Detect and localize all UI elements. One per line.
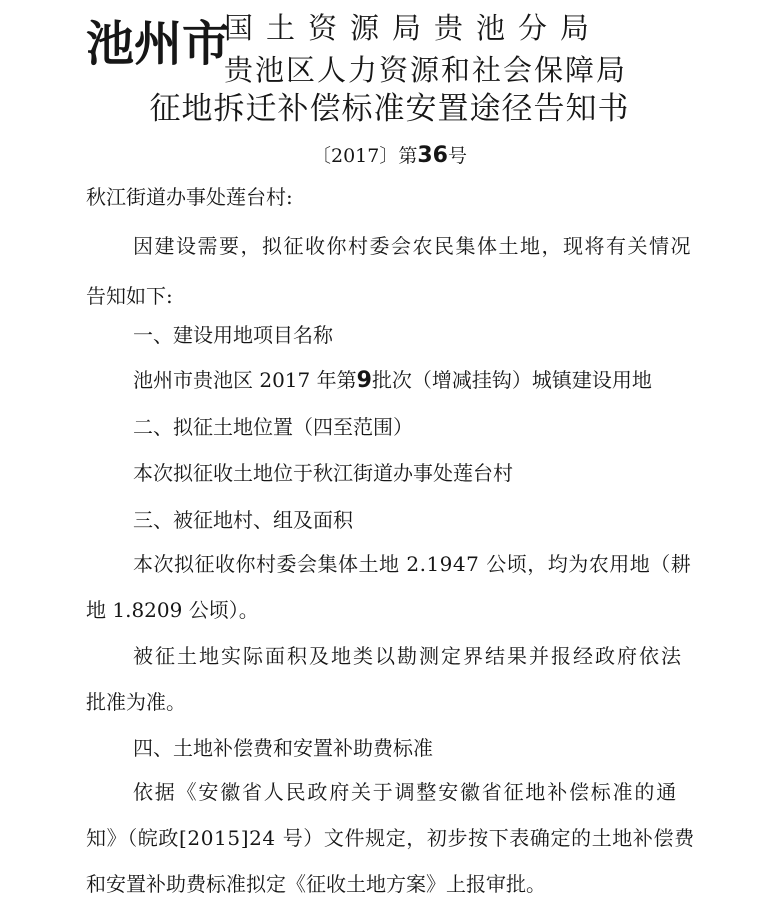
intro-line-1: 因建设需要，拟征收你村委会农民集体土地，现将有关情况 <box>133 234 692 258</box>
header-org-line2: 贵池区人力资源和社会保障局 <box>224 53 628 87</box>
header-city: 池州市 <box>86 16 231 72</box>
section4-line-1: 依据《安徽省人民政府关于调整安徽省征地补偿标准的通 <box>133 780 678 804</box>
section4-line-3: 和安置补助费标准拟定《征收土地方案》上报审批。 <box>86 872 546 896</box>
section4-line-2: 知》（皖政[2015]24 号）文件规定，初步按下表确定的土地补偿费 <box>86 826 695 850</box>
header-org-line1: 国土资源局贵池分局 <box>224 11 603 45</box>
section3-note-1: 被征土地实际面积及地类以勘测定界结果并报经政府依法 <box>133 644 683 668</box>
intro-line-2: 告知如下: <box>86 284 173 308</box>
section1-text <box>133 366 652 395</box>
section4-heading: 四、土地补偿费和安置补助费标准 <box>133 736 433 760</box>
document-number-suffix: 号 <box>447 145 467 167</box>
section2-heading: 二、拟征土地位置（四至范围） <box>133 415 413 439</box>
document-number-value: 36 <box>417 143 448 168</box>
document-number <box>0 143 779 169</box>
section1-text-post: 批次（增减挂钩）城镇建设用地 <box>371 368 652 392</box>
section3-note-2: 批准为准。 <box>86 690 186 714</box>
document-number-prefix: 〔2017〕第 <box>312 145 418 167</box>
section3-line-2: 地 1.8209 公顷）。 <box>86 598 259 622</box>
section1-batch-number: 9 <box>356 368 372 393</box>
document-title: 征地拆迁补偿标准安置途径告知书 <box>149 91 630 127</box>
addressee: 秋江街道办事处莲台村: <box>86 185 293 209</box>
section1-text-pre: 池州市贵池区 2017 年第 <box>133 368 357 392</box>
section1-heading: 一、建设用地项目名称 <box>133 323 333 347</box>
section2-text: 本次拟征收土地位于秋江街道办事处莲台村 <box>133 461 513 485</box>
section3-heading: 三、被征地村、组及面积 <box>133 508 353 532</box>
section3-line-1: 本次拟征收你村委会集体土地 2.1947 公顷，均为农用地（耕 <box>133 552 692 576</box>
